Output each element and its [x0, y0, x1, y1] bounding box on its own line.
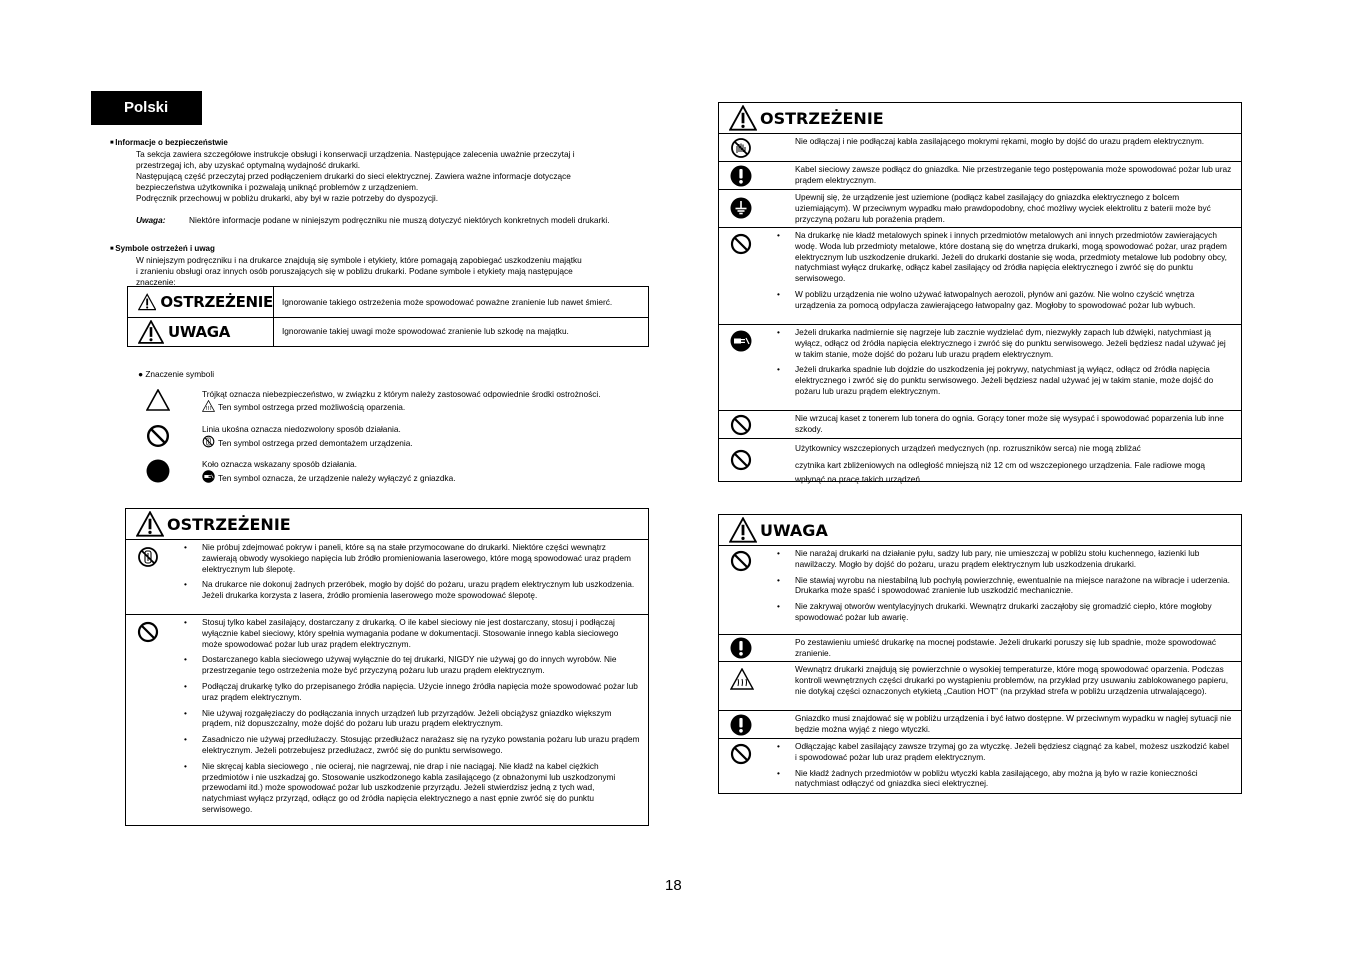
caution-bullet: • Odłączając kabel zasilający zawsze trzymaj go za wtyczkę. Jeżeli będziesz ciągnąć za kabel, możesz uszkodzić kabel i spowodować pożar lub uraz prądem elektrycznym.: [795, 741, 1233, 763]
mandatory-icon: [730, 714, 752, 736]
caution-row: [719, 739, 1241, 795]
right-warning-box: [718, 102, 1242, 482]
note: [136, 215, 670, 226]
warning-row-text: czytnika kart zbliżeniowych na odległość mniejszą niż 12 cm od wszczepionego urządzenia. Fale radiowe mogą wpłynąć na pracę takich urządzeń.: [795, 460, 1205, 484]
no-wet-hands-icon: [730, 137, 752, 159]
warning-row: [719, 439, 1241, 484]
warning-triangle-icon: [729, 105, 757, 131]
warning-bullet: • Nie używaj rozgałęziaczy do podłączania innych urządzeń lub przyrządów. Jeżeli obciążysz gniazdko większym prądem, niż dopuszczalny, może dojść do pożaru lub urazu prądem elektrycznym.: [202, 708, 640, 730]
safety-info-line: przestrzegaj ich, aby uzyskać optymalną wydajność drukarki.: [136, 160, 361, 170]
symbols-section: [110, 243, 670, 288]
prohibition-icon: [137, 621, 159, 643]
symbol-meaning-line1: Koło oznacza wskazany sposób działania.: [202, 459, 357, 469]
warning-row-text: Nie odłączaj i nie podłączaj kabla zasilającego mokrymi rękami, mogło by dojść do urazu prądem elektrycznym.: [795, 136, 1205, 146]
symbol-meaning-line2: Ten symbol ostrzega przed demontażem urządzenia.: [218, 438, 413, 448]
mandatory-icon: [730, 637, 752, 659]
safety-info-section: [110, 137, 670, 226]
prohibition-icon: [730, 449, 752, 471]
caution-row: [719, 546, 1241, 635]
caution-bullet: • Nie narażaj drukarki na działanie pyłu, sadzy lub pary, nie umieszczaj w pobliżu stołu kuchennego, łazienki lub nawilżaczy. Mogło by dojść do pożaru, urazu prądem elektrycznym lub uszkodzenia drukarki.: [795, 548, 1233, 570]
symbol-meaning-row: [146, 389, 666, 419]
warning-header: [126, 509, 648, 540]
level-row-caution: [128, 317, 648, 346]
unplug-icon: [730, 330, 752, 352]
caution-row-text: Gniazdko musi znajdować się w pobliżu urządzenia i być łatwo dostępne. W przeciwnym wypadku w nagłej sytuacji nie będzie można wyjąć z niego wtyczki.: [795, 713, 1232, 734]
warning-bullet: • Na drukarkę nie kładź metalowych spinek i innych przedmiotów metalowych ani innych przedmiotów zawierających wodę. Woda lub przedmioty metalowe, które dostaną się do wnętrza drukarki, mogą spowodować pożar, uraz prądem elektrycznym lub uszkodzenie drukarki. Jeżeli do drukarki dostanie się woda, przedmioty metalowe lub podobny obcy, natychmiast wyłącz drukarkę, odłącz kabel zasilający od źródła napięcia elektrycznego i zwróć się do punktu serwisowego.: [795, 230, 1233, 284]
warning-bullet: • Stosuj tylko kabel zasilający, dostarczany z drukarką. O ile kabel sieciowy nie jest dostarczany, stosuj i podłączaj wyłącznie kabel sieciowy, który spełnia wymagania podane w dokumentacji. Stosowanie innego kabla sieciowego może spowodować pożar lub uraz prądem elektrycznym.: [202, 617, 640, 649]
warning-row-body: [202, 542, 640, 606]
level-label-text: UWAGA: [168, 322, 231, 341]
warning-bullet: • Dostarczanego kabla sieciowego używaj wyłącznie do tej drukarki, NIGDY nie używaj go do innych wyrobów. Nie przestrzeganie tego ostrzeżenia może być przyczyną pożaru lub urazu prądem elektrycznym.: [202, 654, 640, 676]
left-warning-box: [125, 508, 649, 826]
ground-icon: [730, 197, 752, 219]
no-disassembly-icon: [202, 435, 215, 448]
prohibition-icon: [730, 414, 752, 436]
safety-info-heading: ■ Informacje o bezpieczeństwie: [110, 137, 670, 149]
symbol-meaning-row: [146, 424, 666, 454]
warning-row-text: Upewnij się, że urządzenie jest uziemione (podłącz kabel zasilający do gniazdka elektrycznego z bolcem uziemiającym). W przeciwnym wypadku mało prawdopodobny, choć możliwy wyciek elektrolitu z baterii może być przyczyną pożaru lub porażenia prądem.: [795, 192, 1211, 224]
caution-row: [719, 662, 1241, 711]
warning-title: OSTRZEŻENIE: [760, 108, 884, 128]
warning-row: [126, 540, 648, 615]
warning-header: [719, 103, 1241, 134]
symbol-meaning-line1: Linia ukośna oznacza niedozwolony sposób działania.: [202, 424, 401, 434]
page-number: 18: [665, 877, 682, 894]
caution-header: [719, 515, 1241, 546]
warning-row: [719, 162, 1241, 190]
warning-bullet: • Podłączaj drukarkę tylko do przepisanego źródła napięcia. Użycie innego źródła napięcia może spowodować pożar lub uraz prądem elektrycznym.: [202, 681, 640, 703]
level-label-text: OSTRZEŻENIE: [160, 293, 273, 311]
level-text: Ignorowanie takiego ostrzeżenia może spowodować poważne zranienie lub nawet śmierć.: [282, 296, 613, 307]
warning-bullet: • Na drukarce nie dokonuj żadnych przeróbek, mogło by dojść do pożaru, urazu prądem elektrycznym lub uszkodzenia. Jeżeli drukarka korzysta z lasera, źródło promienia laserowego może spowodować ślepotę.: [202, 579, 640, 601]
mandatory-icon: [730, 165, 752, 187]
warning-triangle-icon: [138, 290, 156, 314]
warning-bullet: • Nie próbuj zdejmować pokryw i paneli, które są na stałe przymocowane do drukarki. Niektóre części wewnątrz zawierają obwody wysokiego napięcia lub źródło promieniowania laserowego, które mogą spowodować uraz prądem elektrycznym lub ślepotę.: [202, 542, 640, 574]
warning-row: [126, 615, 648, 825]
warning-bullet: • Nie skręcaj kabla sieciowego , nie ocieraj, nie nagrzewaj, nie drap i nie naciągaj. Nie kładź na kabel ciężkich przedmiotów i nie uszkadzaj go. Stosowanie uszkodzonego kabla zasilającego (z obnażonymi lub uszkodzonymi przewodami itd.) może spowodować pożar lub uszkodzenie przyrządu. Jeżeli stwierdzisz jedną z tych wad, natychmiast wyłącz przyrząd, odłącz go od źródła napięcia elektrycznego a nast ępnie zwróć się do punktu serwisowego.: [202, 761, 640, 815]
level-label: [128, 287, 274, 317]
caution-row-text: Wewnątrz drukarki znajdują się powierzchnie o wysokiej temperaturze, które mogą spowodować oparzenia. Podczas kontroli wewnętrznych części drukarki po wystąpieniu problemów, na przykład przy usuwaniu zablokowanego papieru, nie dotykaj części oznaczonych etykietą „Caution HOT” (na przykład strefa w pobliżu urządzenia utrwalającego).: [795, 664, 1229, 696]
symbol-meaning-heading: ● Znaczenie symboli: [138, 369, 215, 379]
triangle-icon: [146, 389, 170, 411]
warning-triangle-icon: [729, 517, 757, 543]
symbol-meaning-heading-text: Znaczenie symboli: [145, 369, 215, 379]
symbol-meaning-line2: Ten symbol ostrzega przed możliwością oparzenia.: [218, 402, 406, 412]
warning-row: [719, 134, 1241, 162]
warning-row-text: Użytkownicy wszczepionych urządzeń medycznych (np. rozruszników serca) nie mogą zbliżać: [795, 443, 1141, 453]
warning-triangle-icon: [138, 320, 164, 344]
symbols-heading: ■ Symbole ostrzeżeń i uwag: [110, 243, 670, 255]
caution-title: UWAGA: [760, 520, 828, 540]
safety-info-line: bezpieczeństwa użytkownika i pozwalają uniknąć problemów z urządzeniem.: [136, 182, 419, 192]
note-label: Uwaga:: [136, 215, 166, 225]
prohibition-icon: [730, 550, 752, 572]
language-tab: Polski: [91, 91, 202, 125]
caution-row: [719, 635, 1241, 662]
level-text: Ignorowanie takiej uwagi może spowodować zranienie lub szkodę na majątku.: [282, 326, 569, 336]
no-disassembly-icon: [137, 546, 159, 568]
prohibition-icon: [730, 743, 752, 765]
caution-row: [719, 711, 1241, 739]
caution-row-body: [795, 741, 1233, 794]
warning-row-body: [795, 327, 1233, 402]
unplug-icon: [202, 470, 215, 483]
warning-row: [719, 325, 1241, 411]
prohibition-icon: [730, 233, 752, 255]
symbols-line: W niniejszym podręczniku i na drukarce znajdują się symbole i etykiety, które pomagają zapobiegać uszkodzeniu majątku: [136, 255, 582, 265]
warning-row: [719, 411, 1241, 439]
warning-bullet: • Jeżeli drukarka spadnie lub dojdzie do uszkodzenia jej pokrywy, natychmiast ją wyłącz, odłącz od źródła napięcia elektrycznego i zwróć się do punktu serwisowego. Jeżeli będziesz nadal używać jej w takim stanie, może dojść do pożaru lub urazu prądem elektrycznym.: [795, 364, 1233, 396]
safety-info-line: Następującą część przeczytaj przed podłączeniem drukarki do sieci elektrycznej. Zawiera ważne informacje dotyczące: [136, 171, 571, 181]
symbol-meaning-row: [146, 459, 666, 489]
prohibition-icon: [146, 424, 170, 448]
right-caution-box: [718, 514, 1242, 794]
level-label: [128, 317, 274, 346]
caution-bullet: • Nie stawiaj wyrobu na niestabilną lub pochyłą powierzchnię, ewentualnie na miejsce narażone na wibracje i uderzenia. Drukarka może spaść i spowodować zranienie lub uszkodzić mechanicznie.: [795, 575, 1233, 597]
caution-row-text: Po zestawieniu umieść drukarkę na mocnej podstawie. Jeżeli drukarki poruszy się lub spadnie, może spowodować zranienie.: [795, 637, 1217, 658]
caution-row-body: [795, 548, 1233, 628]
warning-row: [719, 228, 1241, 325]
warning-title: OSTRZEŻENIE: [167, 514, 291, 534]
caution-bullet: • Nie kładź żadnych przedmiotów w pobliżu wtyczki kabla zasilającego, aby można ją było w razie konieczności natychmiast odłączyć od gniazdka sieci elektrycznej.: [795, 768, 1233, 790]
warning-row-text: Nie wrzucaj kaset z tonerem lub tonera do ognia. Gorący toner może się wysypać i spowodować poparzenia lub inne szkody.: [795, 413, 1224, 434]
symbol-meaning-line2: Ten symbol oznacza, że urządzenie należy wyłączyć z gniazdka.: [218, 473, 456, 483]
signal-levels-table: [127, 286, 649, 347]
warning-row-text: Kabel sieciowy zawsze podłącz do gniazdka. Nie przestrzeganie tego postępowania może spowodować pożar lub uraz prądem elektrycznym.: [795, 164, 1232, 185]
caution-bullet: • Nie zakrywaj otworów wentylacyjnych drukarki. Wewnątrz drukarki zacząłoby się gromadzić ciepło, które mogłoby spowodować pożar lub awarię.: [795, 601, 1233, 623]
safety-info-line: Ta sekcja zawiera szczegółowe instrukcje obsługi i konserwacji urządzenia. Następujące zalecenia uważnie przeczytaj i: [136, 149, 575, 159]
symbols-line: i zranieniu obsługi oraz innych osób poruszających się w pobliżu drukarki. Podane symbole i etykiety mają następujące: [136, 266, 573, 276]
hot-surface-icon: [730, 668, 754, 690]
warning-row: [719, 190, 1241, 228]
symbol-meaning-line1: Trójkąt oznacza niebezpieczeństwo, w związku z którym należy zastosować odpowiednie środki ostrożności.: [202, 389, 601, 399]
level-row-warning: [128, 287, 648, 318]
warning-bullet: • Zasadniczo nie używaj przedłużaczy. Stosując przedłużacz narażasz się na ryzyko powstania pożaru lub urazu prądem elektrycznym. Jeżeli potrzebujesz przedłużacz, zwróć się do punktu serwisowego.: [202, 734, 640, 756]
filled-circle-icon: [146, 459, 170, 483]
symbols-line: znaczenie:: [136, 277, 176, 287]
hot-surface-icon: [202, 400, 215, 412]
warning-bullet: • Jeżeli drukarka nadmiernie się nagrzeje lub zacznie wydzielać dym, niezwykły zapach lub dźwięki, natychmiast ją wyłącz, odłącz od źródła napięcia elektrycznego i zwróć się do punktu serwisowego. Jeżeli będziesz nadal używać jej w takim stanie, może dojść do pożaru lub urazu prądem elektrycznym.: [795, 327, 1233, 359]
warning-row-body: [202, 617, 640, 820]
warning-bullet: • W pobliżu urządzenia nie wolno używać łatwopalnych aerozoli, płynów ani gazów. Nie wolno czyścić wnętrza urządzenia za pomocą odpylacza zawierającego łatwopalny gaz. Mogłoby to spowodować pożar lub wybuch.: [795, 289, 1233, 311]
warning-triangle-icon: [136, 511, 164, 537]
warning-row-body: [795, 441, 1233, 486]
note-text: Niektóre informacje podane w niniejszym podręczniku nie muszą dotyczyć niektórych konkretnych modeli drukarki.: [189, 215, 610, 225]
warning-row-body: [795, 230, 1233, 316]
safety-info-line: Podręcznik przechowuj w pobliżu drukarki, aby był w razie potrzeby do dyspozycji.: [136, 193, 439, 203]
